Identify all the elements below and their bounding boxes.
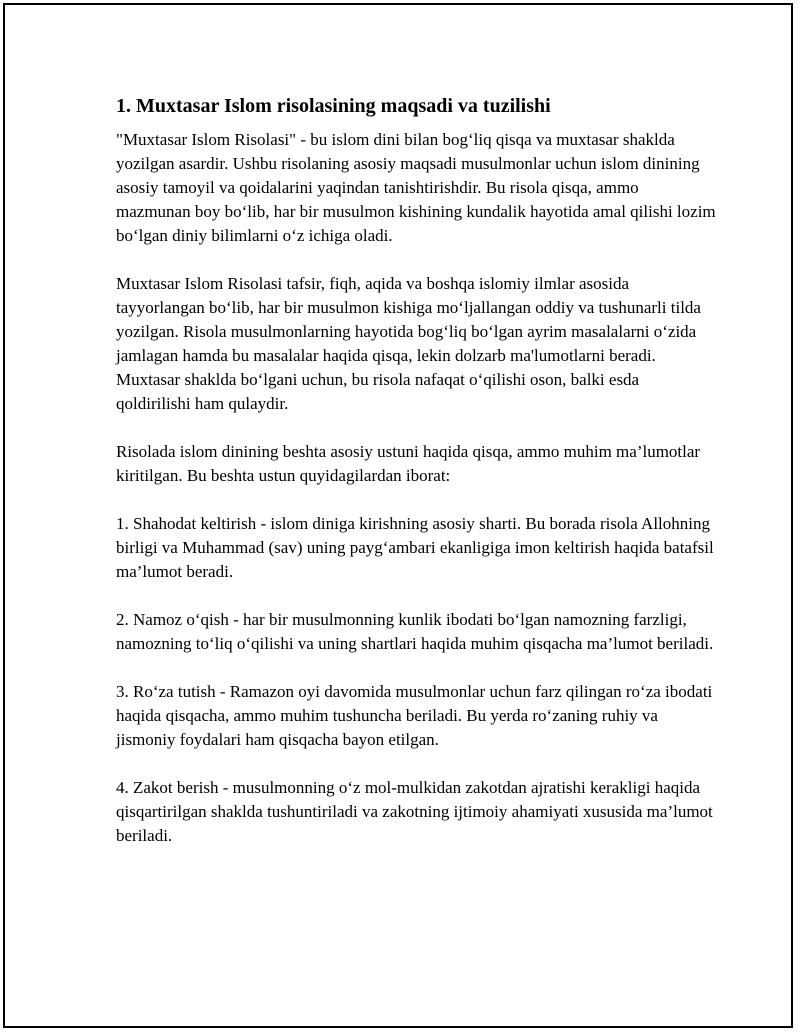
paragraph-description: Muxtasar Islom Risolasi tafsir, fiqh, aqida va boshqa islomiy ilmlar asosida tayyorlangan bo‘lib, har bir musulmon kishiga mo‘ljallangan oddiy va tushunarli tilda yozilgan. Risola musulmonlarning hayotida bog‘liq bo‘lgan ayrim masalalarni o‘zida jamlagan hamda bu masalalar haqida qisqa, lekin dolzarb ma'lumotlarni beradi. Muxtasar shaklda bo‘lgani uchun, bu risola nafaqat o‘qilishi oson, balki esda qoldirilishi ham qulaydir. — [116, 274, 701, 413]
list-item-roza: 3. Ro‘za tutish - Ramazon oyi davomida musulmonlar uchun farz qilingan ro‘za ibodati haqida qisqacha, ammo muhim tushuncha beriladi. Bu yerda ro‘zaning ruhiy va jismoniy foydalari ham qisqacha bayon etilgan. — [116, 682, 713, 749]
paragraph-intro: "Muxtasar Islom Risolasi" - bu islom dini bilan bog‘liq qisqa va muxtasar shaklda yozilgan asardir. Ushbu risolaning asosiy maqsadi musulmonlar uchun islom dinining asosiy tamoyil va qoidalarini yaqindan tanishtirishdir. Bu risola qisqa, ammo mazmunan boy bo‘lib, har bir musulmon kishining kundalik hayotida amal qilishi lozim bo‘lgan diniy bilimlarni o‘z ichiga oladi. — [116, 130, 716, 245]
list-item-shahodat: 1. Shahodat keltirish - islom diniga kirishning asosiy sharti. Bu borada risola Allohning birligi va Muhammad (sav) uning payg‘ambari ekanligiga imon keltirish haqida batafsil ma’lumot beradi. — [116, 514, 714, 581]
list-item-namoz: 2. Namoz o‘qish - har bir musulmonning kunlik ibodati bo‘lgan namozning farzligi, namozning to‘liq o‘qilishi va uning shartlari haqida muhim qisqacha ma’lumot beriladi. — [116, 610, 714, 653]
document-body — [116, 94, 716, 872]
list-item-zakot: 4. Zakot berish - musulmonning o‘z mol-mulkidan zakotdan ajratishi kerakligi haqida qisqartirilgan shaklda tushuntiriladi va zakotning ijtimoiy ahamiyati xususida ma’lumot beriladi. — [116, 778, 713, 845]
paragraph-pillars-intro: Risolada islom dinining beshta asosiy ustuni haqida qisqa, ammo muhim ma’lumotlar kiritilgan. Bu beshta ustun quyidagilardan iborat: — [116, 442, 701, 485]
document-title: 1. Muxtasar Islom risolasining maqsadi va tuzilishi — [116, 95, 551, 117]
